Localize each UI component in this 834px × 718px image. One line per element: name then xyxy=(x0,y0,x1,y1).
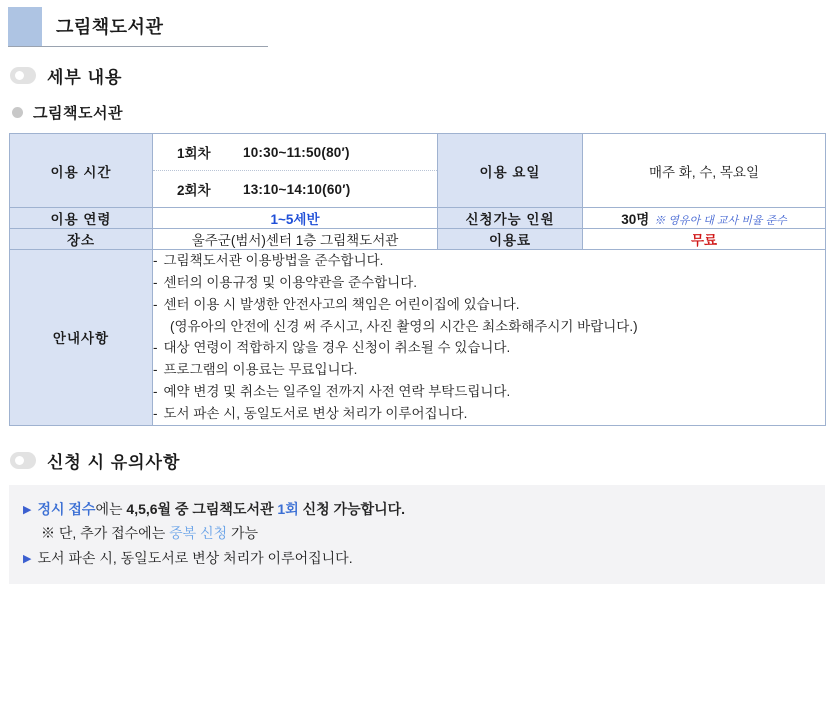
dot-bullet-icon xyxy=(12,107,23,118)
cell-capacity-value xyxy=(583,208,826,229)
guide-item-text: 대상 연령이 적합하지 않을 경우 신청이 취소될 수 있습니다. xyxy=(163,340,511,356)
dash-marker-icon: - xyxy=(153,253,158,268)
guide-item xyxy=(153,337,825,359)
session-1-range: 10:30~11:50(80′) xyxy=(243,144,350,160)
dash-marker-icon: - xyxy=(153,384,158,400)
subsection-heading-program-label: 그림책도서관 xyxy=(33,105,123,122)
cell-usage-days-value: 매주 화, 수, 목요일 xyxy=(583,134,826,208)
guide-item-text: 예약 변경 및 취소는 일주일 전까지 사전 연락 부탁드립니다. xyxy=(163,384,511,400)
usage-time-session-2 xyxy=(153,171,437,207)
usage-time-session-1 xyxy=(153,134,437,171)
dash-marker-icon: - xyxy=(153,274,158,290)
capacity-note-text: ※ 영유아 대 교사 비율 준수 xyxy=(654,215,787,227)
program-info-table xyxy=(9,133,826,426)
guide-item xyxy=(153,272,825,294)
note-line-2-highlight: 중복 신청 xyxy=(169,525,228,542)
note-line-1-text-b: 에는 xyxy=(95,500,127,517)
guide-item xyxy=(153,403,825,425)
capacity-value-text: 30명 xyxy=(621,212,650,227)
section-heading-notice-label: 신청 시 유의사항 xyxy=(47,452,181,472)
session-2-range: 13:10~14:10(60′) xyxy=(243,181,351,197)
document-page xyxy=(0,6,834,718)
section-heading-notice xyxy=(10,448,834,473)
section-heading-detail-label: 세부 내용 xyxy=(47,68,123,87)
note-line-1-count: 1회 xyxy=(277,500,299,517)
cell-usage-days-label: 이용 요일 xyxy=(438,134,583,208)
note-line-2 xyxy=(23,521,811,546)
cell-fee-label: 이용료 xyxy=(438,229,583,250)
table-row-guide xyxy=(10,250,826,426)
document-title-bar xyxy=(8,6,268,47)
cell-capacity-label: 신청가능 인원 xyxy=(438,208,583,229)
guide-item-text: 프로그램의 이용료는 무료입니다. xyxy=(163,362,358,378)
guide-item xyxy=(153,359,825,381)
note-line-1-text-c: 4,5,6월 중 그림책도서관 xyxy=(126,500,278,517)
guide-item-text: 그림책도서관 이용방법을 준수합니다. xyxy=(163,253,384,268)
table-row-age xyxy=(10,208,826,229)
guide-item xyxy=(153,381,825,403)
note-line-2-text-a: ※ 단, 추가 접수에는 xyxy=(41,525,170,542)
fee-value-text: 무료 xyxy=(690,233,718,248)
cell-guide-value xyxy=(153,250,826,426)
note-line-1 xyxy=(23,497,811,522)
dash-marker-icon: - xyxy=(153,406,158,422)
pill-bullet-icon xyxy=(10,452,36,469)
dash-marker-icon: - xyxy=(153,340,158,356)
cell-fee-value xyxy=(583,229,826,250)
note-line-1-text-e: 신청 가능합니다. xyxy=(298,500,406,517)
note-line-3 xyxy=(23,546,811,571)
guide-item xyxy=(153,316,825,338)
cell-usage-time-label: 이용 시간 xyxy=(10,134,153,208)
note-line-2-text-c: 가능 xyxy=(227,525,259,542)
session-1-ordinal: 1회차 xyxy=(177,146,211,161)
guide-item-text: 센터의 이용규정 및 이용약관을 준수합니다. xyxy=(163,274,417,290)
age-value-text: 1~5세반 xyxy=(270,212,320,227)
subsection-heading-program xyxy=(12,102,834,123)
guide-item xyxy=(153,294,825,316)
dash-marker-icon: - xyxy=(153,296,158,312)
table-row-place xyxy=(10,229,826,250)
guide-item-text: 센터 이용 시 발생한 안전사고의 책임은 어린이집에 있습니다. xyxy=(163,296,520,312)
page-title: 그림책도서관 xyxy=(56,17,164,37)
triangle-bullet-icon: ▶ xyxy=(23,503,32,516)
note-line-3-text: 도서 파손 시, 동일도서로 변상 처리가 이루어집니다. xyxy=(37,549,353,566)
guide-item xyxy=(153,250,825,272)
cell-guide-label: 안내사항 xyxy=(10,250,153,426)
guide-item-text: (영유아의 안전에 신경 써 주시고, 사진 촬영의 시간은 최소화해주시기 바랍니다.) xyxy=(170,318,638,334)
title-color-swatch xyxy=(8,6,42,46)
cell-place-label: 장소 xyxy=(10,229,153,250)
cell-age-value xyxy=(153,208,438,229)
guide-item-text: 도서 파손 시, 동일도서로 변상 처리가 이루어집니다. xyxy=(163,406,468,422)
dash-marker-icon: - xyxy=(153,362,158,378)
cell-age-label: 이용 연령 xyxy=(10,208,153,229)
table-row-usage-time xyxy=(10,134,826,208)
note-line-1-accent: 정시 접수 xyxy=(37,500,96,517)
section-heading-detail xyxy=(10,63,834,88)
cell-place-value: 울주군(범서)센터 1층 그림책도서관 xyxy=(153,229,438,250)
pill-bullet-icon xyxy=(10,67,36,84)
session-2-ordinal: 2회차 xyxy=(177,183,211,198)
triangle-bullet-icon: ▶ xyxy=(23,552,32,565)
cell-usage-time-value xyxy=(153,134,438,208)
application-notes-box xyxy=(9,485,825,585)
